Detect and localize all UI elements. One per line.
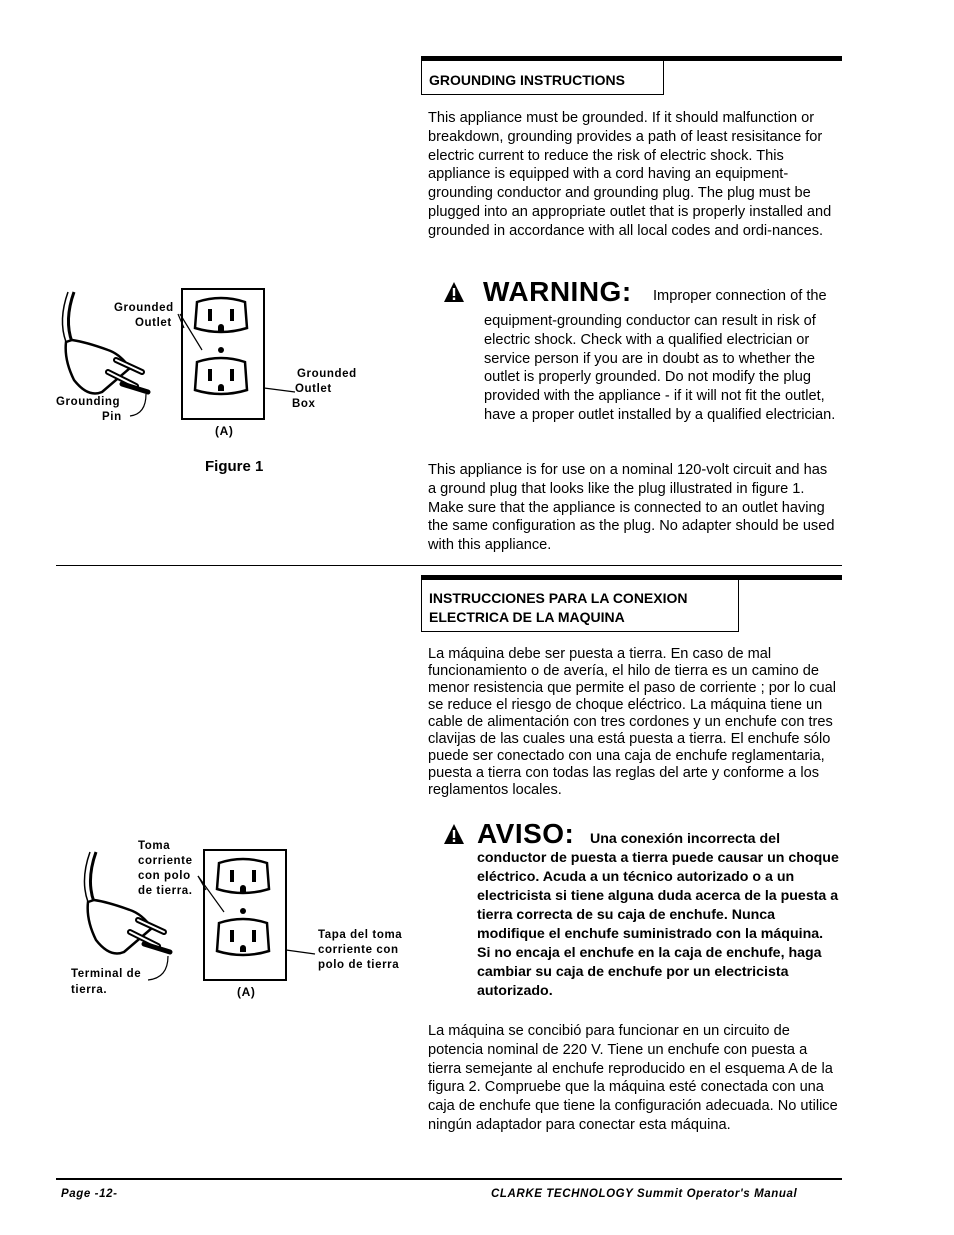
label-grounded-outlet-box-1: Grounded bbox=[297, 368, 357, 380]
label-tapa-1: Tapa del toma bbox=[318, 929, 403, 941]
intro-paragraph-es: La máquina debe ser puesta a tierra. En caso de mal funcionamiento o de avería, el hilo de tierra es un camino de menor resistencia que permite el paso de corriente ; por lo cual se reduce el riesgo de choque eléctrico. La máquina tiene un cable de alimentación con tres cordones y un enchufe con tres clavijas de las cuales una está puesta a tierra. El enchufe sólo puede ser conectado con una caja de enchufe reglamentaria, puesta a tierra con todas las reglas del arte y conforme a los reglamentos locales. bbox=[428, 646, 837, 798]
label-grounded-outlet-2: Outlet bbox=[135, 317, 172, 329]
label-a-en: (A) bbox=[215, 424, 234, 438]
label-tapa-3: polo de tierra bbox=[318, 959, 400, 971]
label-grounded-outlet-1: Grounded bbox=[114, 302, 174, 314]
label-grounding-pin-2: Pin bbox=[102, 411, 122, 423]
footer-page-number: Page -12- bbox=[61, 1188, 118, 1200]
warning-triangle-icon bbox=[443, 823, 465, 845]
label-tapa-2: corriente con bbox=[318, 944, 399, 956]
label-toma-2: corriente bbox=[138, 855, 193, 867]
figure-caption: Figure 1 bbox=[205, 458, 264, 475]
label-grounding-pin-1: Grounding bbox=[56, 396, 121, 408]
label-toma-1: Toma bbox=[138, 840, 171, 852]
closing-paragraph-en: This appliance is for use on a nominal 120-volt circuit and has a ground plug that looks like the plug illustrated in figure 1. Make sure that the appliance is connected to an outlet having the same configuration as the plug. No adapter should be used with this appliance. bbox=[428, 462, 835, 554]
heading-instrucciones bbox=[421, 580, 739, 632]
label-grounded-outlet-box-3: Box bbox=[292, 398, 316, 410]
warning-title: WARNING: bbox=[483, 276, 632, 307]
heading-instrucciones-line2: ELECTRICA DE LA MAQUINA bbox=[429, 609, 625, 625]
heading-grounding-instructions: GROUNDING INSTRUCTIONS bbox=[421, 61, 664, 95]
footer-manual-title: CLARKE TECHNOLOGY Summit Operator's Manual bbox=[491, 1188, 798, 1200]
heading-instrucciones-line1: INSTRUCCIONES PARA LA CONEXION bbox=[429, 590, 688, 606]
warning-lead: Improper connection of the bbox=[653, 288, 827, 304]
aviso-body: conductor de puesta a tierra puede causar un choque eléctrico. Acuda a un técnico autorizado o a un electricista si tiene alguna duda acerca de la puesta a tierra correcta de su caja de enchufe. Nunca modifique el enchufe suministrado con la máquina. Si no encaja el enchufe en la caja de enchufe, haga cambiar su caja de enchufe por un electricista autorizado. bbox=[477, 850, 839, 999]
footer-rule bbox=[56, 1178, 842, 1180]
label-toma-4: de tierra. bbox=[138, 885, 193, 897]
section-divider bbox=[56, 565, 842, 566]
label-terminal-1: Terminal de bbox=[71, 968, 142, 980]
aviso-lead: Una conexión incorrecta del bbox=[590, 831, 781, 847]
warning-body-en: equipment-grounding conductor can result in risk of electric shock. Check with a qualified electrician or service person if you are in doubt as to whether the outlet is properly grounded. Do not modify the plug provided with the appliance - if it will not fit the outlet, have a proper outlet installed by a qualified electrician. bbox=[484, 313, 836, 423]
aviso-title: AVISO: bbox=[477, 818, 575, 849]
intro-paragraph-en: This appliance must be grounded. If it should malfunction or breakdown, grounding provides a path of least resisitance for electric current to reduce the risk of electric shock. This appliance is equipped with a cord having an equipment-grounding conductor and grounding plug. The plug must be plugged into an appropriate outlet that is properly installed and grounded in accordance with all local codes and ordi-nances. bbox=[428, 110, 832, 239]
outlet-plug-illustration bbox=[50, 280, 370, 440]
label-toma-3: con polo bbox=[138, 870, 191, 882]
warning-triangle-icon bbox=[443, 281, 465, 303]
label-terminal-2: tierra. bbox=[71, 984, 108, 996]
label-grounded-outlet-box-2: Outlet bbox=[295, 383, 332, 395]
closing-paragraph-es: La máquina se concibió para funcionar en un circuito de potencia nominal de 220 V. Tiene un enchufe con puesta a tierra semejante al enchufe reproducido en el esquema A de la figura 2. Compruebe que la máquina esté conectada con una caja de enchufe que tiene la configuración adecuada. No utilice ningún adaptador para conectar esta máquina. bbox=[428, 1023, 838, 1133]
label-a-es: (A) bbox=[237, 985, 256, 999]
